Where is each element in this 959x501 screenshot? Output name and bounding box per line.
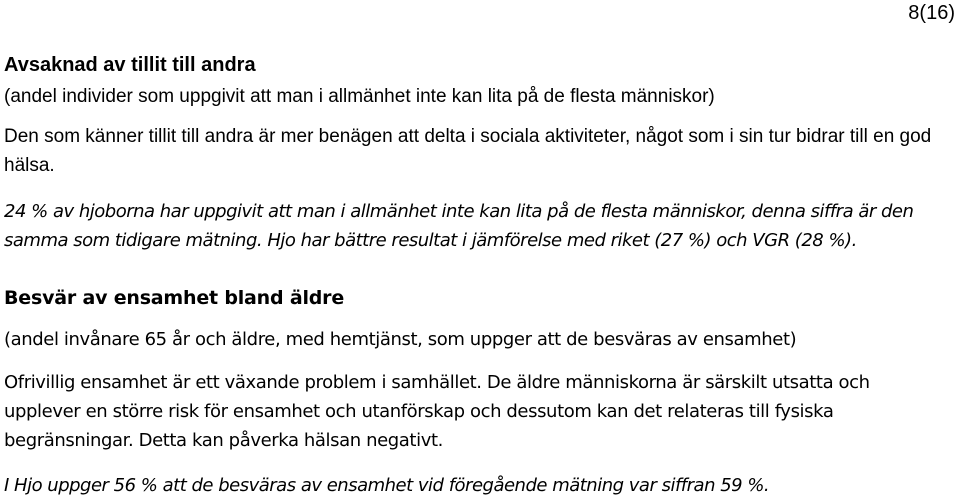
- section-result-trust: 24 % av hjoborna har uppgivit att man i allmänhet inte kan lita på de flesta människor, denna siffra är den samma som tidigare mätning. Hjo har bättre resultat i jämförelse med riket (27 %) och VGR (28 %).: [4, 201, 914, 251]
- section-subheading-loneliness: (andel invånare 65 år och äldre, med hemtjänst, som uppger att de besväras av ensamhet): [4, 329, 797, 350]
- section-subheading-trust: (andel individer som uppgivit att man i allmänhet inte kan lita på de flesta människor): [4, 86, 715, 107]
- section-body-loneliness: Ofrivillig ensamhet är ett växande problem i samhället. De äldre människorna är särskilt utsatta och upplever en större risk för ensamhet och utanförskap och dessutom kan det relateras till fysiska begränsningar. Detta kan påverka hälsan negativt.: [4, 372, 870, 451]
- page-number: 8(16): [908, 2, 955, 24]
- section-body-trust: Den som känner tillit till andra är mer benägen att delta i sociala aktiviteter, något som i sin tur bidrar till en god hälsa.: [4, 126, 932, 176]
- section-heading-trust: Avsaknad av tillit till andra: [4, 54, 256, 76]
- section-heading-loneliness: Besvär av ensamhet bland äldre: [4, 287, 345, 309]
- section-result-loneliness: I Hjo uppger 56 % att de besväras av ensamhet vid föregående mätning var siffran 59 %.: [4, 475, 770, 496]
